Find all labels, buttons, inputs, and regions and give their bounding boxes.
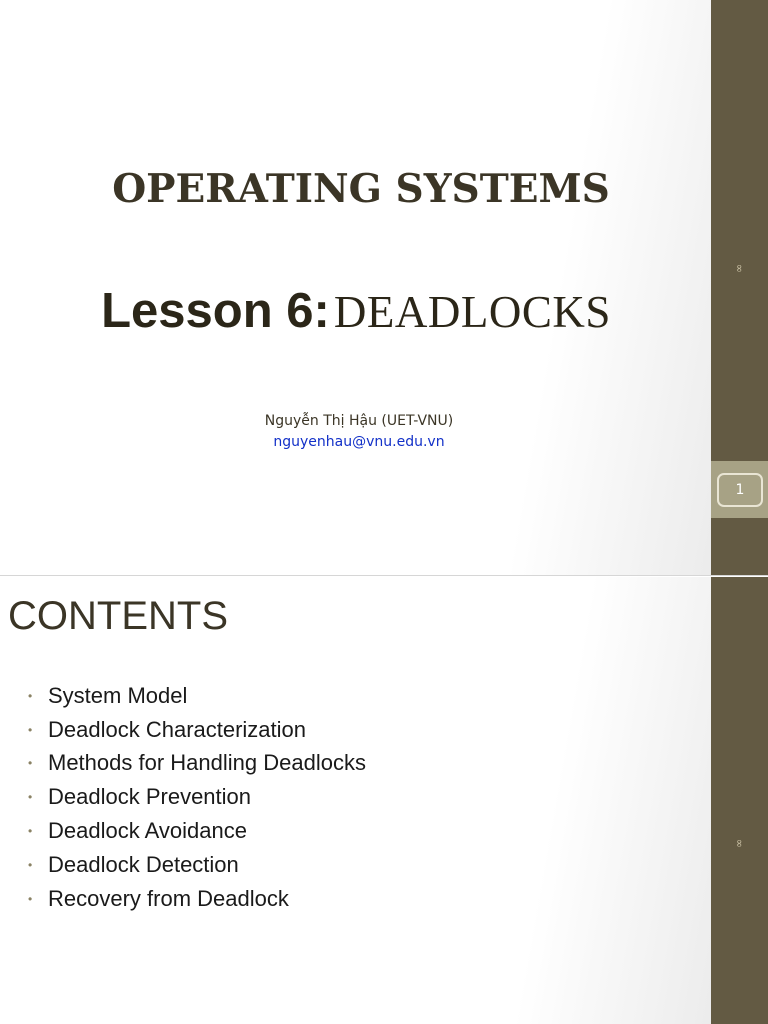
list-item-label: Deadlock Detection [48,851,239,877]
list-item [28,713,366,747]
list-item-label: System Model [48,682,188,708]
bullet-icon: • [28,722,33,737]
bullet-icon: • [28,756,33,771]
lesson-heading [0,283,712,339]
author-name: Nguyễn Thị Hậu (UET-VNU) [264,413,454,429]
bullet-icon: • [28,790,33,805]
list-item [28,747,366,781]
lesson-number: Lesson 6: [101,284,330,338]
bullet-icon: • [28,857,33,872]
sidebar-ornament-icon: ∞ [733,263,746,274]
slide-2 [0,577,768,1024]
contents-list [28,679,366,916]
bullet-icon: • [28,891,33,906]
list-item-label: Recovery from Deadlock [48,885,289,911]
presentation-title: OPERATING SYSTEMS [112,166,610,212]
list-item [28,814,366,848]
list-item-label: Deadlock Prevention [48,784,252,810]
bullet-icon: • [28,688,33,703]
list-item [28,882,366,916]
bullet-icon: • [28,824,33,839]
list-item-label: Methods for Handling Deadlocks [48,750,366,776]
slide-sidebar [711,577,768,1024]
list-item [28,679,366,713]
sidebar-ornament-icon: ∞ [733,838,746,849]
lesson-topic: DEADLOCKS [333,287,611,337]
list-item-label: Deadlock Avoidance [48,818,247,844]
contents-heading: CONTENTS [8,594,228,638]
author-email-link[interactable]: nguyenhau@vnu.edu.vn [273,434,445,450]
list-item [28,780,366,814]
list-item-label: Deadlock Characterization [48,716,307,742]
list-item [28,848,366,882]
slide-number: 1 [717,473,763,507]
